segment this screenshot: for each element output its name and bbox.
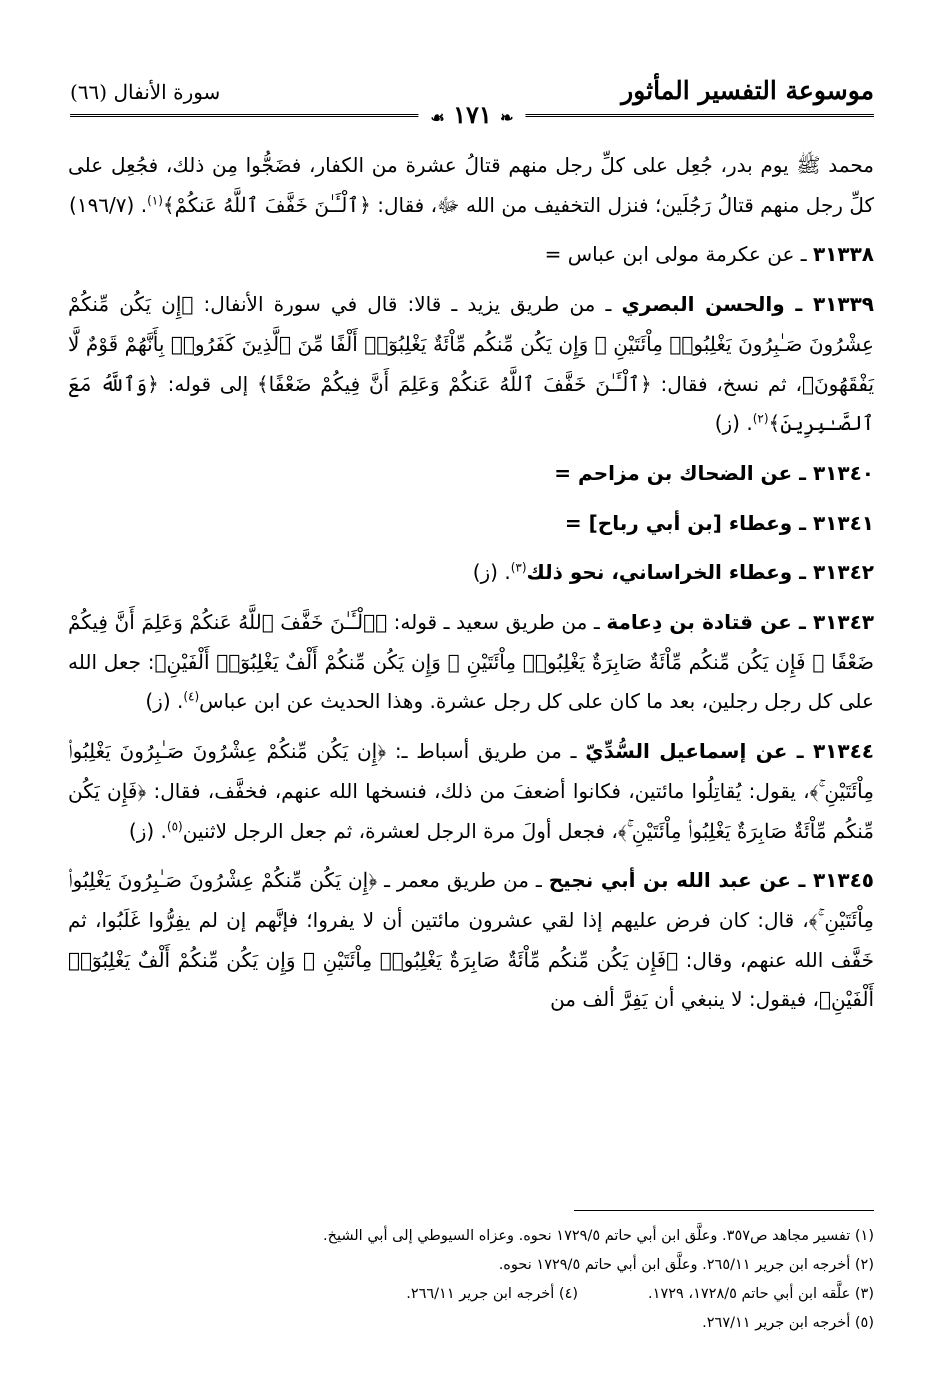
footnote-3: (٣) علَّقه ابن أبي حاتم ١٧٢٨/٥، ١٧٢٩. bbox=[648, 1286, 874, 1302]
narration-number: ٣١٣٣٨ bbox=[812, 242, 874, 267]
quran-quote: ﴿إِن يَكُن مِّنكُمْ عِشْرُونَ صَـٰبِرُونَ يَغْلِبُوا۟ مِاْئَتَيْنِ ۚ وَإِن يَكُن مِّنكُم مِّاْئَةٌ يَغْلِبُوٓا۟ أَلْفًا مِّنَ ٱلَّذِينَ كَفَرُوا۟ بِأَنَّهُمْ قَوْمٌ لَّا يَفْقَهُونَ﴾ bbox=[68, 292, 875, 396]
footnote-ref: (٣) bbox=[510, 560, 527, 575]
narration-number: ٣١٣٤٢ bbox=[812, 560, 874, 585]
footnote-row bbox=[68, 1280, 874, 1309]
narration-31338: ٣١٣٣٨ ـ عن عكرمة مولى ابن عباس = bbox=[544, 242, 874, 267]
footnote-rule bbox=[574, 1210, 874, 1211]
paragraph-continuation: محمد ﷺ يوم بدر، جُعِل على كلِّ رجل منهم قتالُ عشرة من الكفار، فضَجُّوا مِن ذلك، فجُعِل على كلِّ رجل منهم قتالُ رَجُلَين؛ فنزل التخفيف من الله ﷻ، فقال: ﴿ٱلْـَٔـٰنَ خَفَّفَ ٱللَّهُ عَنكُمْ﴾$^{(١)}$. (١٩٦/٧) bbox=[68, 153, 874, 217]
narration-31345: ٣١٣٤٥ ـ عن عبد الله بن أبي نجيح ـ من طريق معمر ـ ﴿إِن يَكُن مِّنكُمْ عِشْرُونَ صَـٰبِرُونَ يَغْلِبُوا۟ مِاْئَتَيْنِ ۚ﴾، قال: كان فرض عليهم إذا لقي عشرون مائتين أن لا يفروا؛ فإنَّهم إن لم يفِرُّوا غَلَبُوا، ثم خَفَّف الله عنهم، وقال: ﴿فَإِن يَكُن مِّنكُم مِّاْئَةٌ صَابِرَةٌ يَغْلِبُوا۟ مِاْئَتَيْنِ ۚ وَإِن يَكُن مِّنكُمْ أَلْفٌ يَغْلِبُوٓا۟ أَلْفَيْنِ﴾، فيقول: لا ينبغي أن يَفِرَّ ألف من bbox=[68, 868, 874, 1012]
quran-quote: ﴿إِن يَكُن مِّنكُمْ عِشْرُونَ صَـٰبِرُونَ يَغْلِبُوا۟ مِاْئَتَيْنِ ۚ﴾ bbox=[68, 868, 874, 932]
page-body bbox=[68, 146, 874, 1030]
narration-31341: ٣١٣٤١ ـ وعطاء [بن أبي رباح] = bbox=[564, 510, 874, 535]
narrator-name: ـ عن إسماعيل السُّدِّيّ bbox=[585, 739, 813, 764]
narration-number: ٣١٣٤٠ bbox=[812, 460, 874, 485]
surah-title: سورة الأنفال (٦٦) bbox=[70, 80, 221, 104]
footnote-ref: (١) bbox=[147, 193, 163, 208]
footnote-1: (١) تفسير مجاهد ص٣٥٧. وعلَّق ابن أبي حاتم ١٧٢٩/٥ نحوه. وعزاه السيوطي إلى أبي الشيخ. bbox=[322, 1228, 874, 1244]
narration-number: ٣١٣٤٣ bbox=[812, 610, 875, 635]
ornament-left-icon: ❧ bbox=[500, 108, 514, 127]
narrator-name: ـ عن قتادة بن دِعامة bbox=[606, 610, 813, 635]
narration-31339: ٣١٣٣٩ ـ والحسن البصري ـ من طريق يزيد ـ قالا: قال في سورة الأنفال: ﴿إِن يَكُن مِّنكُمْ عِشْرُونَ صَـٰبِرُونَ يَغْلِبُوا۟ مِاْئَتَيْنِ ۚ وَإِن يَكُن مِّنكُم مِّاْئَةٌ يَغْلِبُوٓا۟ أَلْفًا مِّنَ ٱلَّذِينَ كَفَرُوا۟ بِأَنَّهُمْ قَوْمٌ لَّا يَفْقَهُونَ﴾، ثم نسخ، فقال: ﴿ٱلْـَٔـٰنَ خَفَّفَ ٱللَّهُ عَنكُمْ وَعَلِمَ أَنَّ فِيكُمْ ضَعْفًا﴾ إلى قوله: ﴿وَٱللَّهُ مَعَ ٱلصَّـٰبِرِينَ﴾$^{(٢)}$. (ز) bbox=[68, 292, 875, 436]
narration-number: ٣١٣٣٩ bbox=[812, 292, 874, 317]
quran-quote: ﴿وَٱللَّهُ مَعَ ٱلصَّـٰبِرِينَ﴾ bbox=[68, 371, 874, 436]
quran-quote: ﴿ٱلْـَٔـٰنَ خَفَّفَ ٱللَّهُ عَنكُمْ وَعَلِمَ أَنَّ فِيكُمْ ضَعْفًا ۚ فَإِن يَكُن مِّنكُم مِّاْئَةٌ صَابِرَةٌ يَغْلِبُوا۟ مِاْئَتَيْنِ ۚ وَإِن يَكُن مِّنكُمْ أَلْفٌ يَغْلِبُوٓا۟ أَلْفَيْنِ﴾ bbox=[68, 610, 875, 674]
footnote-4: (٤) أخرجه ابن جرير ٢٦٦/١١. bbox=[406, 1286, 579, 1302]
page-header bbox=[70, 76, 874, 129]
book-title: موسوعة التفسير المأثور bbox=[621, 76, 874, 105]
footnote-ref: (٢) bbox=[752, 411, 769, 426]
narration-31340: ٣١٣٤٠ ـ عن الضحاك بن مزاحم = bbox=[554, 460, 874, 485]
ornament-right-icon: ☙ bbox=[430, 108, 445, 127]
footnote-5: (٥) أخرجه ابن جرير ٢٦٧/١١. bbox=[702, 1315, 874, 1331]
quran-quote: ﴿إِن يَكُن مِّنكُمْ عِشْرُونَ صَـٰبِرُونَ يَغْلِبُوا۟ مِاْئَتَيْنِ ۚ﴾ bbox=[68, 739, 874, 803]
page-number bbox=[418, 100, 525, 129]
narration-number: ٣١٣٤٤ bbox=[812, 739, 874, 764]
narration-31342: ٣١٣٤٢ ـ وعطاء الخراساني، نحو ذلك$^{(٣)}$. (ز) bbox=[472, 560, 874, 585]
narration-31343: ٣١٣٤٣ ـ عن قتادة بن دِعامة ـ من طريق سعيد ـ قوله: ﴿ٱلْـَٔـٰنَ خَفَّفَ ٱللَّهُ عَنكُمْ وَعَلِمَ أَنَّ فِيكُمْ ضَعْفًا ۚ فَإِن يَكُن مِّنكُم مِّاْئَةٌ صَابِرَةٌ يَغْلِبُوا۟ مِاْئَتَيْنِ ۚ وَإِن يَكُن مِّنكُمْ أَلْفٌ يَغْلِبُوٓا۟ أَلْفَيْنِ﴾: جعل الله على كل رجل رجلين، بعد ما كان على كل رجل عشرة. وهذا الحديث عن ابن عباس$^{(٤)}$. (ز) bbox=[68, 610, 875, 714]
page-number-value: ١٧١ bbox=[453, 100, 492, 129]
narration-number: ٣١٣٤١ bbox=[812, 510, 874, 535]
quran-quote: ﴿فَإِن يَكُن مِّنكُم مِّاْئَةٌ صَابِرَةٌ يَغْلِبُوا۟ مِاْئَتَيْنِ ۚ﴾ bbox=[68, 778, 874, 843]
quran-quote: ﴿ٱلْـَٔـٰنَ خَفَّفَ ٱللَّهُ عَنكُمْ﴾ bbox=[162, 192, 371, 217]
footnotes bbox=[68, 1222, 874, 1338]
footnote-ref: (٤) bbox=[183, 689, 200, 704]
narrator-name: ـ عن عبد الله بن أبي نجيح bbox=[548, 868, 813, 893]
quran-quote: ﴿فَإِن يَكُن مِّنكُم مِّاْئَةٌ صَابِرَةٌ يَغْلِبُوا۟ مِاْئَتَيْنِ ۚ وَإِن يَكُن مِّنكُمْ أَلْفٌ يَغْلِبُوٓا۟ أَلْفَيْنِ﴾ bbox=[68, 947, 874, 1012]
footnote-2: (٢) أخرجه ابن جرير ٢٦٥/١١. وعلَّق ابن أبي حاتم ١٧٢٩/٥ نحوه. bbox=[498, 1257, 874, 1273]
quran-quote: ﴿ٱلْـَٔـٰنَ خَفَّفَ ٱللَّهُ عَنكُمْ وَعَلِمَ أَنَّ فِيكُمْ ضَعْفًا﴾ bbox=[256, 371, 652, 396]
footnote-ref: (٥) bbox=[166, 818, 183, 833]
narration-number: ٣١٣٤٥ bbox=[812, 868, 874, 893]
narrator-name: ـ والحسن البصري bbox=[621, 292, 813, 317]
narration-31344: ٣١٣٤٤ ـ عن إسماعيل السُّدِّيّ ـ من طريق أسباط ـ: ﴿إِن يَكُن مِّنكُمْ عِشْرُونَ صَـٰبِرُونَ يَغْلِبُوا۟ مِاْئَتَيْنِ ۚ﴾، يقول: يُقاتِلُوا مائتين، فكانوا أضعفَ من ذلك، فنسخها الله عنهم، فخفَّف، فقال: ﴿فَإِن يَكُن مِّنكُم مِّاْئَةٌ صَابِرَةٌ يَغْلِبُوا۟ مِاْئَتَيْنِ ۚ﴾، فجعل أولَ مرة الرجل لعشرة، ثم جعل الرجل لاثنين$^{(٥)}$. (ز) bbox=[68, 739, 874, 843]
